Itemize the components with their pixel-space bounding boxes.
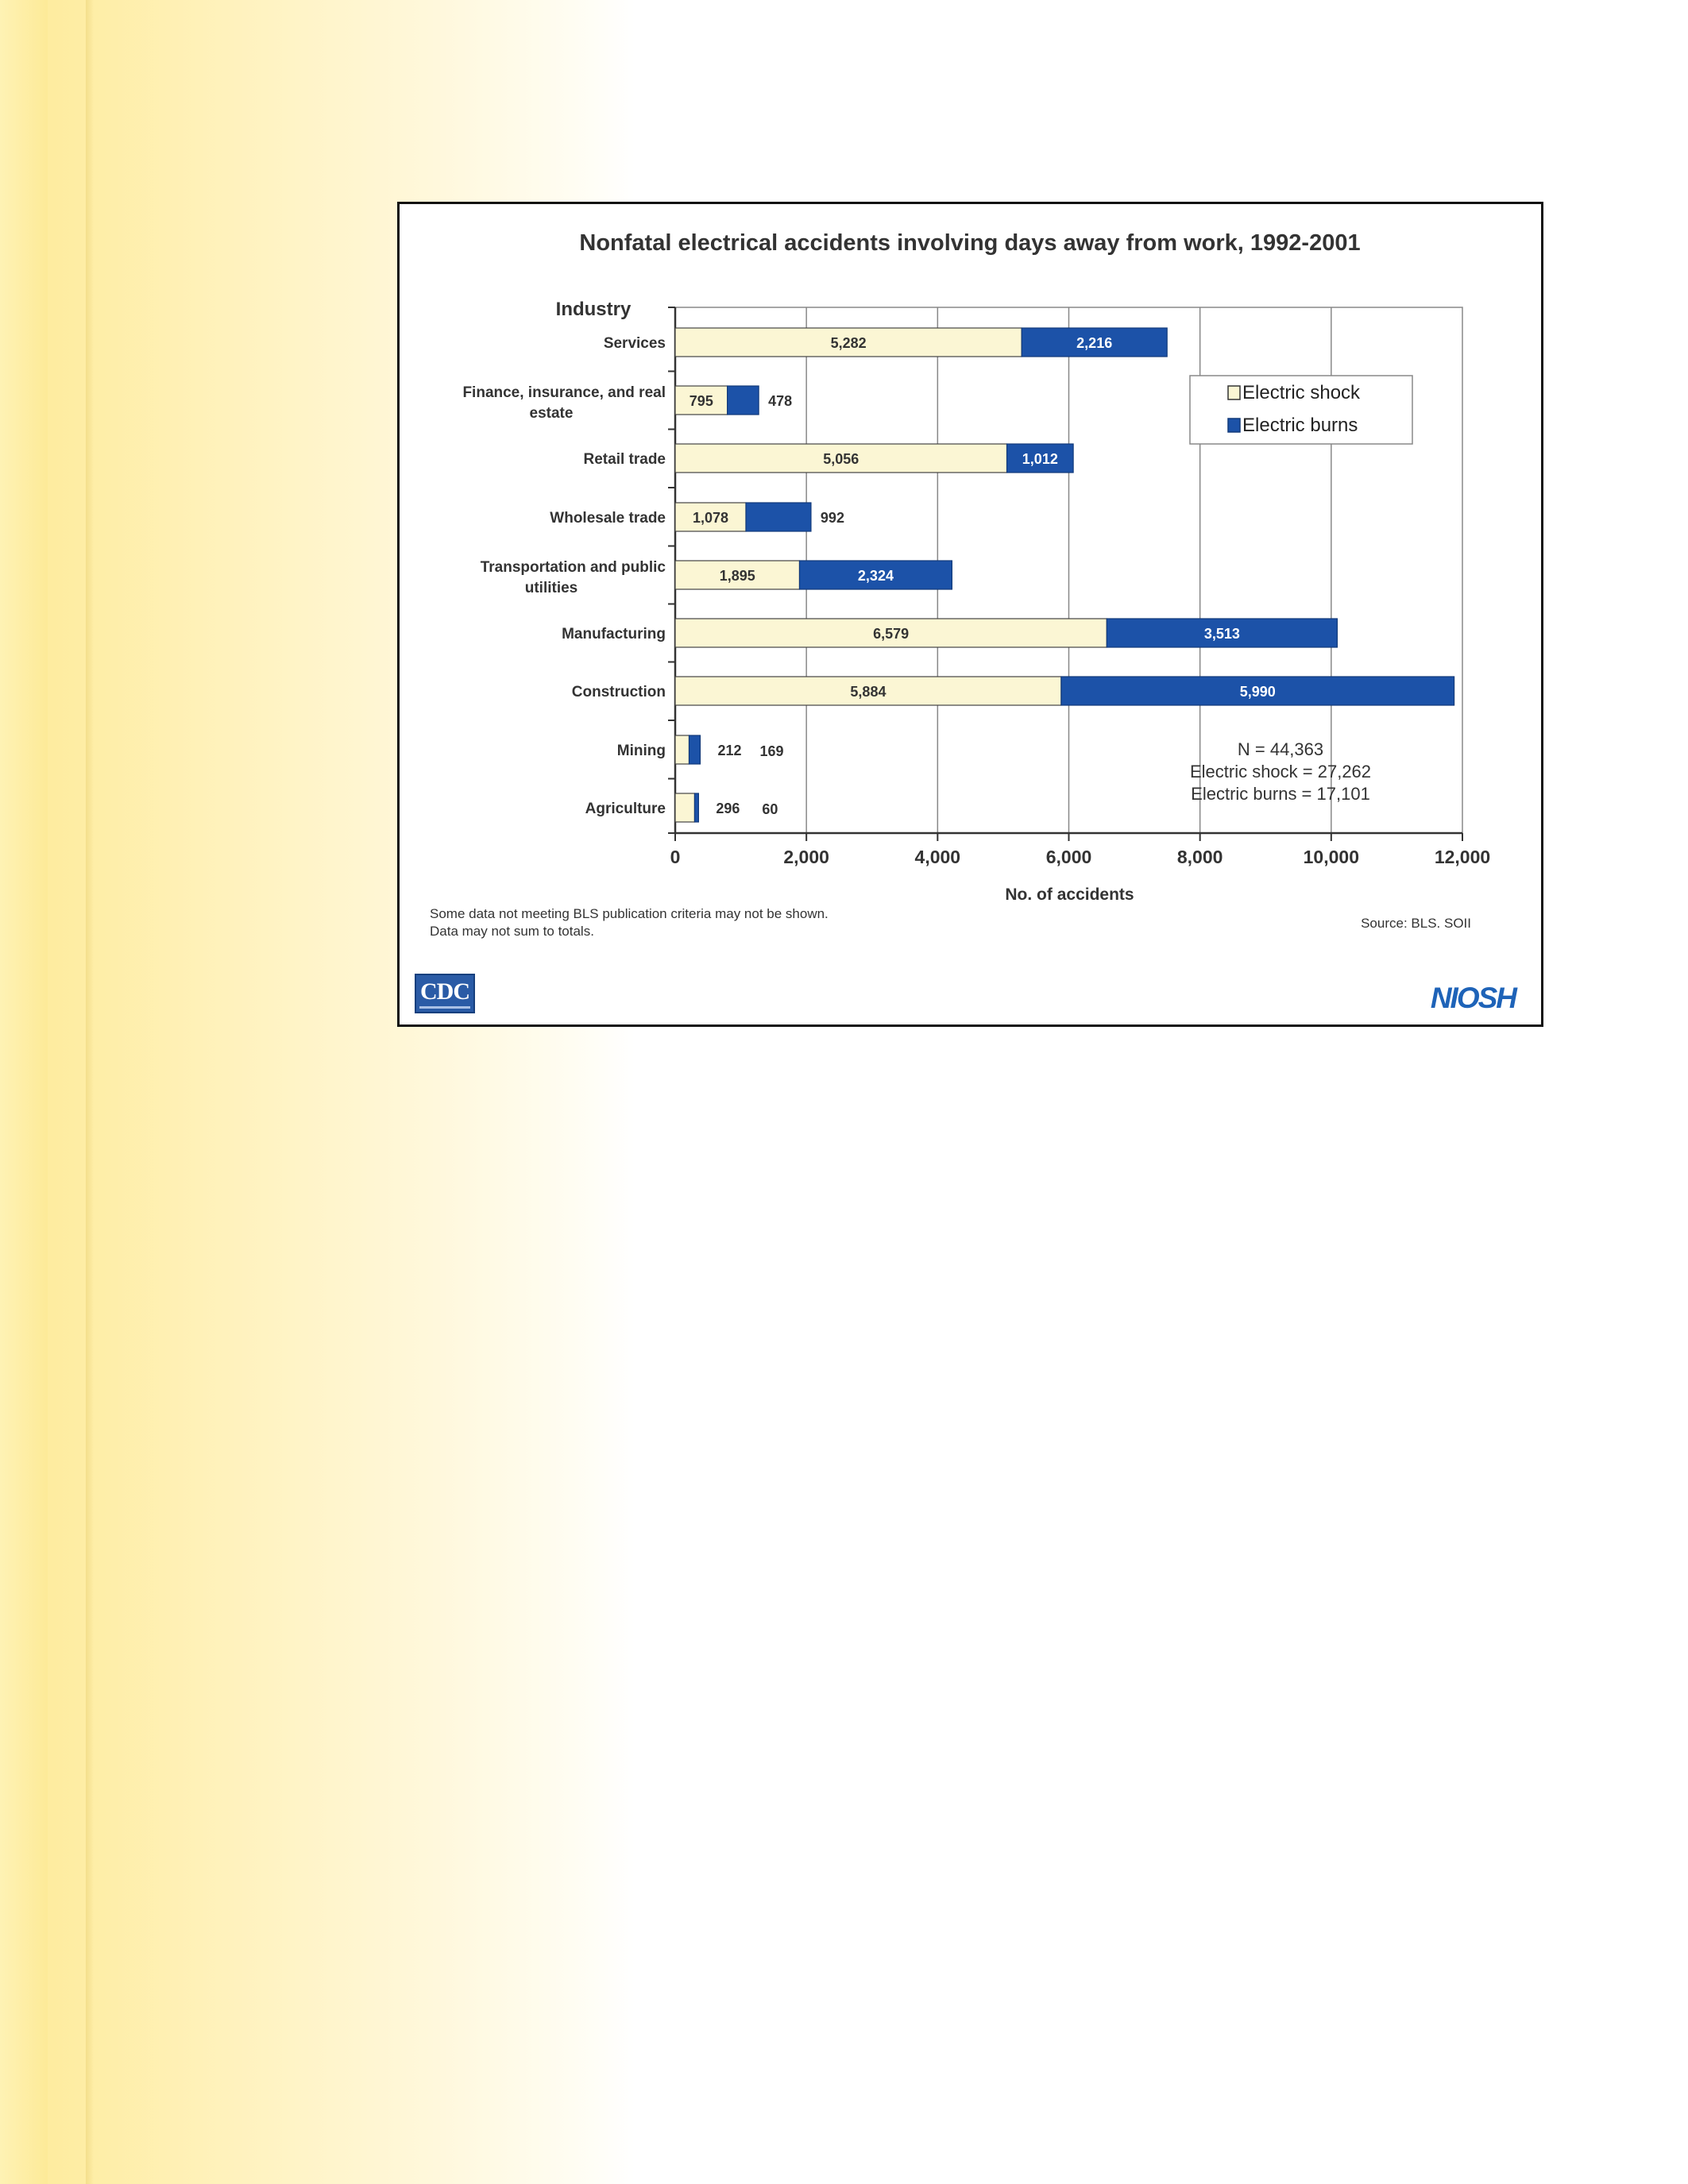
category-label: Services [603, 335, 666, 352]
bar-label-electric-burns: 5,990 [1239, 684, 1276, 700]
bar-label-electric-burns: 478 [768, 393, 793, 409]
niosh-logo: NIOSH [1430, 982, 1516, 1014]
bar-label-electric-burns: 1,012 [1022, 451, 1058, 467]
y-axis-title: Industry [555, 299, 632, 320]
chart-frame [397, 202, 1543, 1027]
summary-annotation: Electric shock = 27,262 [1189, 762, 1372, 781]
x-tick-label: 4,000 [914, 847, 961, 867]
bar-electric-burns [728, 386, 759, 415]
cdc-logo [415, 974, 475, 1013]
bar-label-electric-burns: 169 [759, 743, 784, 759]
legend-label-electric-shock: Electric shock [1242, 382, 1361, 403]
bar-electric-burns [694, 793, 698, 822]
legend-swatch-electric-shock [1228, 386, 1240, 399]
legend-swatch-electric-burns [1228, 419, 1240, 432]
page-edge-strip [0, 0, 48, 2184]
bar-electric-burns [746, 503, 811, 531]
summary-annotation: N = 44,363 [1237, 739, 1324, 759]
bar-label-electric-shock: 5,056 [823, 451, 859, 467]
x-tick-label: 8,000 [1176, 847, 1223, 867]
bar-label-electric-shock: 212 [717, 743, 742, 758]
category-label: Mining [616, 743, 666, 759]
bar-label-electric-shock: 795 [689, 393, 713, 409]
page-fold-shadow [86, 0, 94, 2184]
bar-label-electric-burns: 2,216 [1076, 335, 1113, 351]
bar-electric-shock [675, 735, 689, 764]
bar-label-electric-burns: 60 [762, 801, 778, 817]
bar-label-electric-shock: 1,078 [692, 510, 729, 526]
bar-label-electric-shock: 1,895 [719, 568, 755, 584]
legend-label-electric-burns: Electric burns [1242, 415, 1358, 436]
bar-label-electric-shock: 5,884 [850, 684, 886, 700]
footnote: Data may not sum to totals. [430, 924, 594, 939]
x-tick-label: 12,000 [1434, 847, 1491, 867]
bar-electric-burns [689, 735, 701, 764]
bar-label-electric-shock: 296 [716, 801, 740, 816]
category-label: Retail trade [583, 451, 666, 468]
bar-label-electric-shock: 5,282 [830, 335, 867, 351]
x-tick-label: 6,000 [1045, 847, 1092, 867]
category-label: Finance, insurance, and real [462, 384, 666, 401]
bar-chart [400, 204, 1541, 1024]
category-label: Manufacturing [562, 626, 666, 642]
bar-label-electric-shock: 6,579 [873, 626, 910, 642]
x-tick-label: 0 [670, 847, 681, 867]
bar-electric-shock [675, 793, 694, 822]
x-tick-label: 2,000 [783, 847, 829, 867]
footnote: Some data not meeting BLS publication criteria may not be shown. [430, 906, 829, 921]
bar-label-electric-burns: 2,324 [857, 568, 894, 584]
category-label: Transportation and public [480, 559, 666, 576]
category-label: Agriculture [585, 801, 666, 817]
bar-label-electric-burns: 992 [820, 510, 844, 526]
source-note: Source: BLS. SOII [1361, 916, 1471, 931]
bar-label-electric-burns: 3,513 [1203, 626, 1240, 642]
x-axis-title: No. of accidents [1005, 886, 1134, 904]
chart-title: Nonfatal electrical accidents involving days away from work, 1992-2001 [579, 230, 1361, 256]
cdc-logo-underline [419, 1006, 470, 1009]
category-label: estate [529, 405, 574, 422]
category-label: Wholesale trade [550, 510, 666, 527]
category-label: Construction [571, 684, 666, 700]
summary-annotation: Electric burns = 17,101 [1191, 784, 1370, 804]
cdc-logo-text: CDC [420, 978, 469, 1005]
category-label: utilities [524, 580, 578, 596]
x-tick-label: 10,000 [1303, 847, 1360, 867]
